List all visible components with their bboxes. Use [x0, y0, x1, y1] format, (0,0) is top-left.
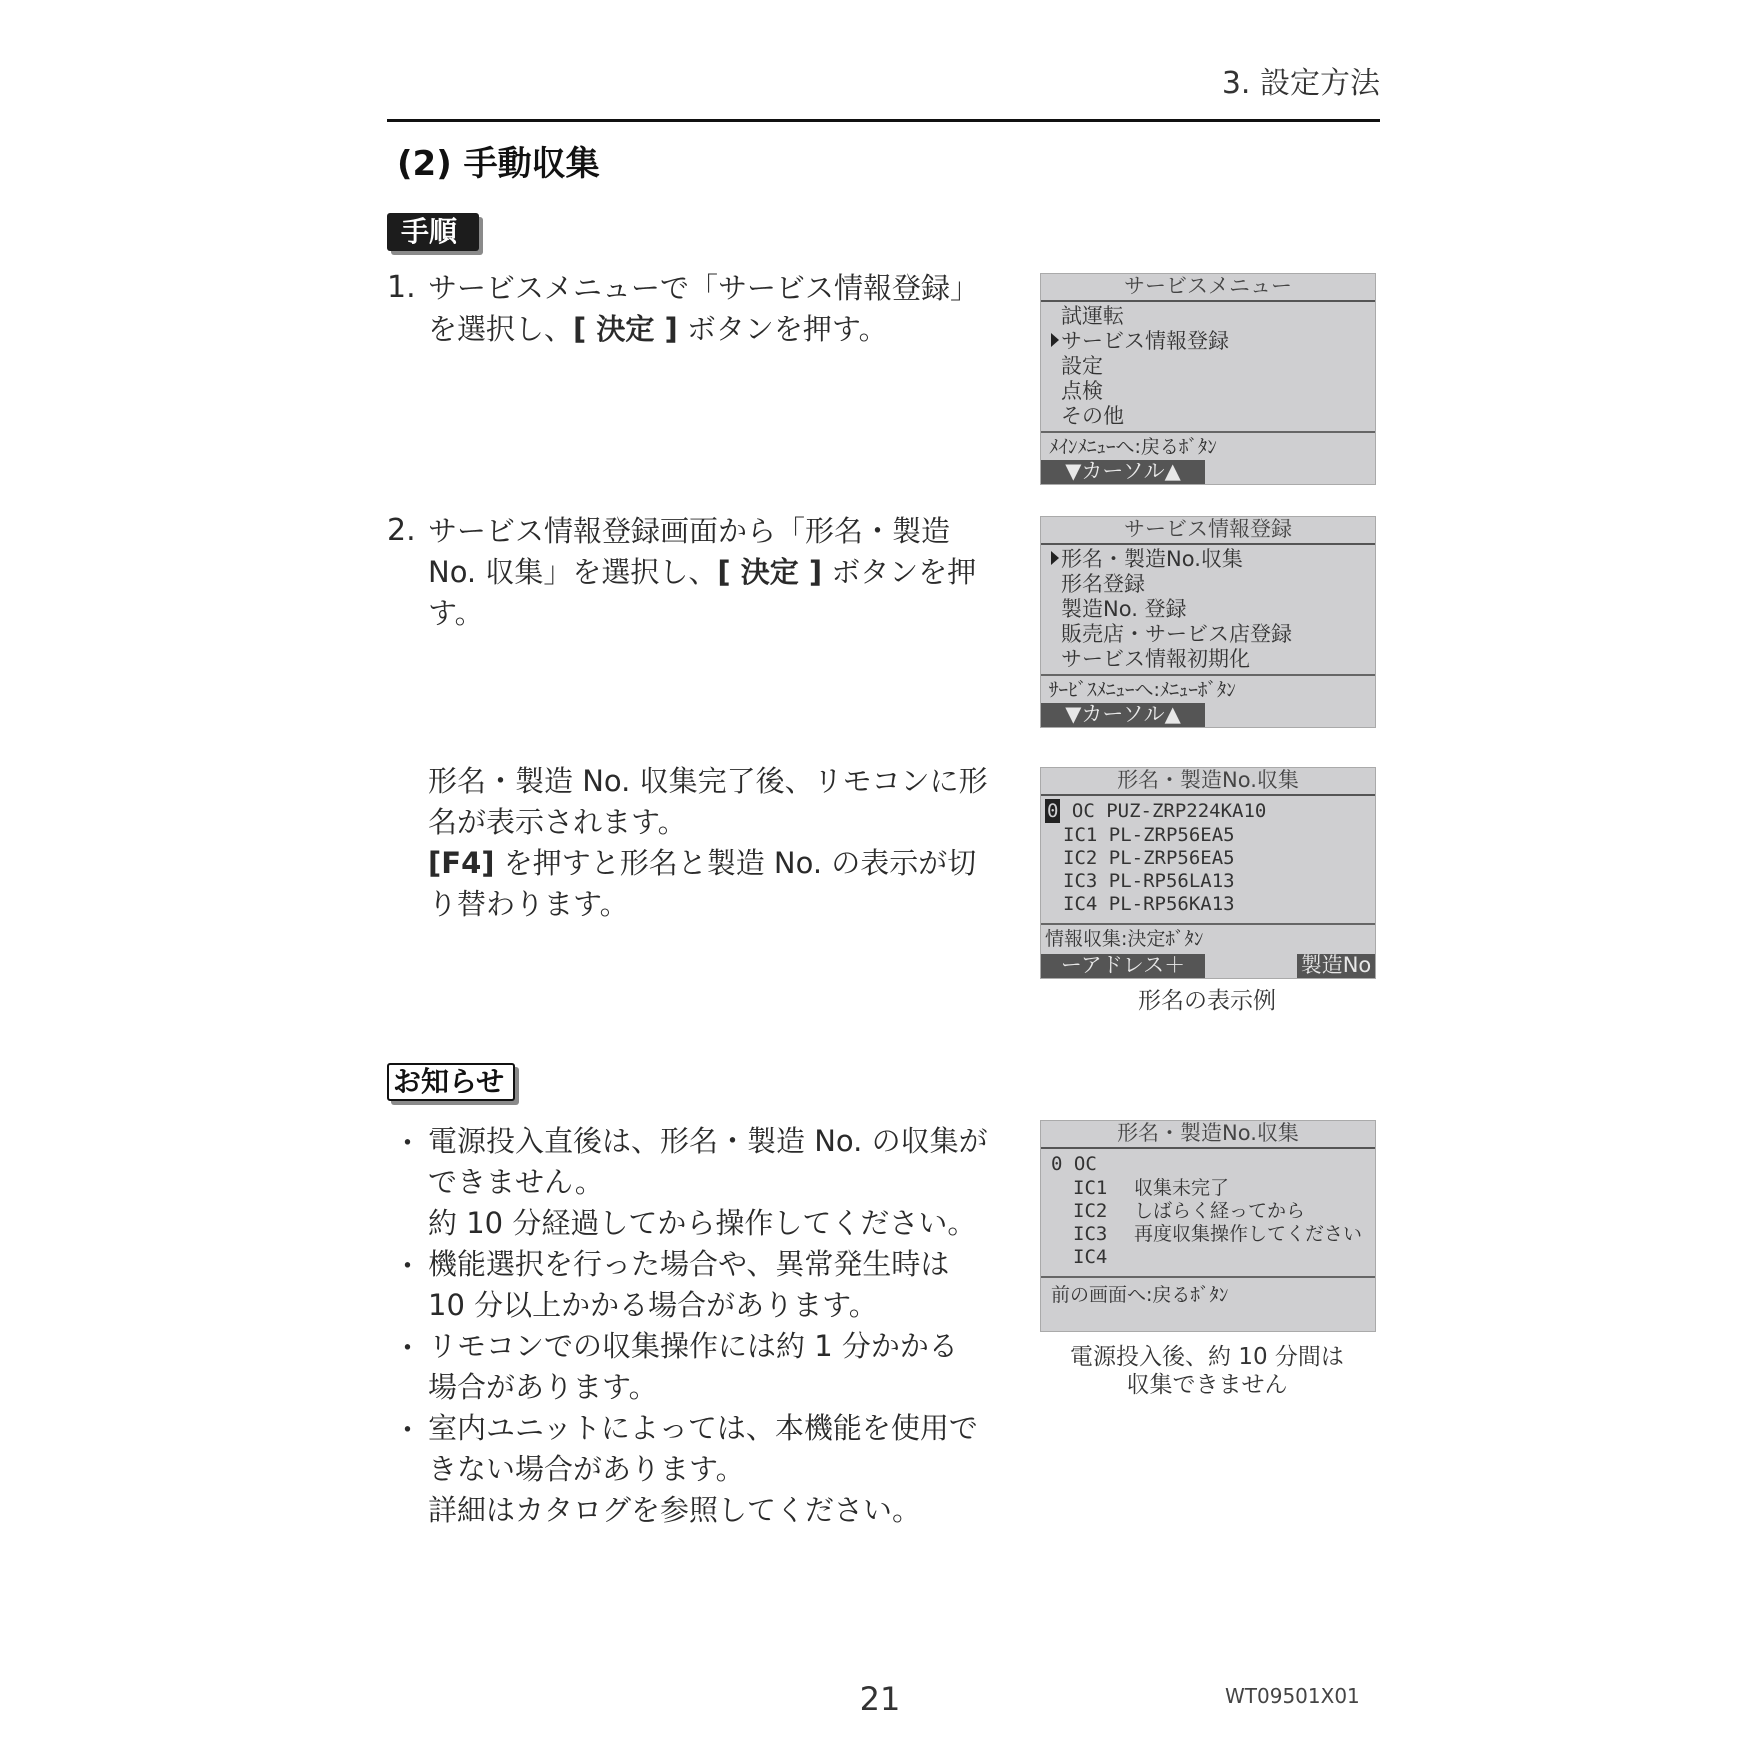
lcd-footer-hint: 情報収集:決定ﾎﾞﾀﾝ [1045, 928, 1204, 950]
bullet: ・ [393, 1126, 423, 1160]
unit-row: 0 OC PUZ-ZRP224KA10 [1047, 800, 1267, 822]
notice-line: 機能選択を行った場合や、異常発生時は [428, 1247, 950, 1281]
unit-label: IC2 [1073, 1200, 1108, 1222]
lcd-cursor-button: ▼カーソル▲ [1041, 460, 1205, 484]
page-number: 21 [859, 1680, 901, 1718]
unit-row: IC1 PL-ZRP56EA5 [1063, 824, 1235, 846]
f4-key-label: [F4] [428, 846, 495, 880]
header-divider [387, 119, 1380, 122]
lcd-cursor-button: ▼カーソル▲ [1041, 703, 1205, 727]
unit-label: IC4 [1073, 1246, 1108, 1268]
notice-line: 約 10 分経過してから操作してください。 [428, 1206, 977, 1240]
notice-line: 詳細はカタログを参照してください。 [428, 1493, 922, 1527]
lcd-divider [1041, 1276, 1375, 1278]
unit-label: IC1 [1073, 1177, 1108, 1199]
section-title: (2) 手動収集 [397, 144, 600, 184]
lcd-divider [1041, 674, 1375, 676]
notice-line: リモコンでの収集操作には約 1 分かかる [428, 1329, 958, 1363]
lcd-model-collect [1040, 767, 1376, 979]
unit-row: IC3 PL-RP56LA13 [1063, 870, 1235, 892]
bullet: ・ [393, 1331, 423, 1365]
menu-item: 販売店・サービス店登録 [1061, 622, 1292, 646]
notice-tag: お知らせ [387, 1063, 515, 1101]
step-2-line-3: す。 [428, 596, 484, 630]
notice-line: できません。 [428, 1165, 604, 1199]
notice-item [393, 1121, 1013, 1244]
notice-line: きない場合があります。 [428, 1452, 745, 1486]
menu-item-selected: 形名・製造No.収集 [1051, 547, 1243, 571]
lcd-footer-hint: 前の画面へ:戻るﾎﾞﾀﾝ [1051, 1284, 1229, 1306]
procedure-tag: 手順 [387, 213, 479, 251]
caption-line-1: 電源投入後、約 10 分間は [1070, 1344, 1344, 1370]
lcd-service-info [1040, 516, 1376, 728]
menu-item: サービス情報初期化 [1061, 647, 1250, 671]
screen-caption [1040, 1343, 1374, 1399]
lcd-title: サービスメニュー [1041, 274, 1375, 302]
step-2-number: 2. [387, 513, 416, 548]
lcd-divider [1041, 431, 1375, 433]
enter-button-label: [ 決定 ] [717, 555, 823, 589]
unit-row: IC4 PL-RP56KA13 [1063, 893, 1235, 915]
notice-item [393, 1326, 1013, 1408]
menu-item: 設定 [1061, 354, 1103, 378]
chapter-title: 3. 設定方法 [1221, 66, 1380, 101]
lcd-title: 形名・製造No.収集 [1041, 768, 1375, 796]
menu-item-selected: サービス情報登録 [1051, 329, 1229, 353]
status-message: 収集未完了 [1134, 1177, 1230, 1199]
notice-item [393, 1244, 1013, 1326]
step-2-note [428, 761, 998, 925]
menu-item: 製造No. 登録 [1061, 597, 1187, 621]
lcd-not-collected [1040, 1120, 1376, 1332]
lcd-footer-hint: ﾒｲﾝﾒﾆｭｰへ:戻るﾎﾞﾀﾝ [1049, 436, 1217, 458]
menu-item: その他 [1061, 404, 1124, 428]
screen-caption: 形名の表示例 [1138, 988, 1276, 1014]
note-line-2: 名が表示されます。 [428, 805, 687, 839]
lcd-serial-button: 製造No [1297, 954, 1375, 978]
menu-item: 形名登録 [1061, 572, 1145, 596]
step-2-line-2: No. 収集」を選択し、[ 決定 ] ボタンを押 [428, 555, 977, 589]
lcd-address-button: ーアドレス＋ [1041, 954, 1205, 978]
menu-item: 点検 [1061, 379, 1103, 403]
notice-line: 室内ユニットによっては、本機能を使用で [428, 1411, 978, 1445]
lcd-footer-hint: ｻｰﾋﾞｽﾒﾆｭｰへ:ﾒﾆｭｰﾎﾞﾀﾝ [1049, 679, 1236, 701]
address-selection: 0 [1047, 800, 1059, 822]
note-line-1: 形名・製造 No. 収集完了後、リモコンに形 [428, 764, 988, 798]
lcd-divider [1041, 923, 1375, 925]
bullet: ・ [393, 1413, 423, 1447]
lcd-service-menu [1040, 273, 1376, 485]
enter-button-label: [ 決定 ] [573, 312, 678, 346]
cursor-icon [1051, 333, 1059, 347]
status-message: 再度収集操作してください [1134, 1223, 1363, 1245]
unit-row: 0 OC [1051, 1153, 1097, 1175]
step-2-text [428, 511, 988, 634]
unit-label: IC3 [1073, 1223, 1108, 1245]
cursor-icon [1051, 551, 1059, 565]
menu-item: 試運転 [1061, 304, 1124, 328]
notice-line: 10 分以上かかる場合があります。 [428, 1288, 878, 1322]
bullet: ・ [393, 1249, 423, 1283]
step-1-text [428, 268, 988, 350]
step-1-line-2: を選択し、[ 決定 ] ボタンを押す。 [428, 312, 888, 346]
notice-line: 電源投入直後は、形名・製造 No. の収集が [428, 1124, 988, 1158]
step-1-number: 1. [387, 270, 416, 305]
unit-row: IC2 PL-ZRP56EA5 [1063, 847, 1235, 869]
notice-list [393, 1121, 1013, 1531]
lcd-title: サービス情報登録 [1041, 517, 1375, 545]
lcd-title: 形名・製造No.収集 [1041, 1121, 1375, 1149]
note-line-3: [F4] を押すと形名と製造 No. の表示が切 [428, 846, 977, 880]
notice-item [393, 1408, 1013, 1531]
note-line-4: り替わります。 [428, 887, 629, 921]
step-1-line-1: サービスメニューで「サービス情報登録」 [428, 271, 980, 305]
step-2-line-1: サービス情報登録画面から「形名・製造 [428, 514, 951, 548]
caption-line-2: 収集できません [1126, 1372, 1288, 1398]
status-message: しばらく経ってから [1134, 1200, 1306, 1222]
notice-line: 場合があります。 [428, 1370, 658, 1404]
document-code: WT09501X01 [1225, 1684, 1360, 1708]
